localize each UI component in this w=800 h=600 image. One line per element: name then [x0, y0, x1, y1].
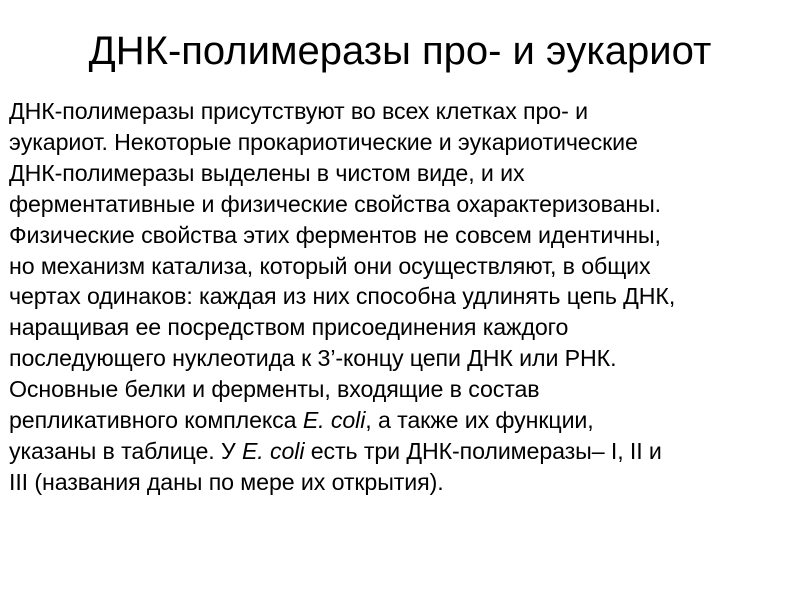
body-line: [9, 343, 791, 374]
body-line: [9, 312, 791, 343]
body-line: [9, 220, 791, 251]
body-text-segment: ДНК-полимеразы выделены в чистом виде, и их: [9, 159, 525, 186]
body-text-segment: последующего нуклеотида к 3’-концу цепи ДНК или РНК.: [9, 345, 617, 372]
body-line: [9, 405, 791, 436]
body-text-segment: чертах одинаков: каждая из них способна удлинять цепь ДНК,: [9, 283, 676, 310]
body-line: [9, 158, 791, 189]
body-line: [9, 96, 791, 127]
body-line: [9, 189, 791, 220]
body-text-segment: есть три ДНК-полимеразы– I, II и: [304, 437, 662, 464]
slide-title: ДНК-полимеразы про- и эукариот: [88, 29, 712, 73]
body-text-segment: репликативного комплекса: [9, 407, 303, 434]
body-text-segment: ферментативные и физические свойства охарактеризованы.: [9, 190, 661, 217]
slide-body-text: [9, 96, 791, 498]
body-text-segment: указаны в таблице. У: [9, 437, 242, 464]
body-line: [9, 281, 791, 312]
body-text-segment: , а также их функции,: [365, 407, 594, 434]
body-line: [9, 374, 791, 405]
body-text-segment: Основные белки и ферменты, входящие в состав: [9, 376, 540, 403]
body-text-segment: наращивая ее посредством присоединения каждого: [9, 314, 569, 341]
body-text-italic: E. coli: [241, 437, 305, 464]
body-line: [9, 251, 791, 282]
body-text-segment: ДНК-полимеразы присутствуют во всех клетках про- и: [9, 98, 588, 124]
body-text-segment: Физические свойства этих ферментов не совсем идентичны,: [9, 221, 661, 248]
body-text-segment: но механизм катализа, который они осуществляют, в общих: [9, 252, 651, 279]
body-line: [9, 127, 791, 158]
body-line: [9, 436, 791, 467]
body-line: [9, 467, 791, 498]
body-text-segment: III (названия даны по мере их открытия).: [9, 468, 444, 495]
body-text-italic: E. coli: [302, 407, 366, 434]
body-text-segment: эукариот. Некоторые прокариотические и эукариотические: [9, 128, 638, 155]
